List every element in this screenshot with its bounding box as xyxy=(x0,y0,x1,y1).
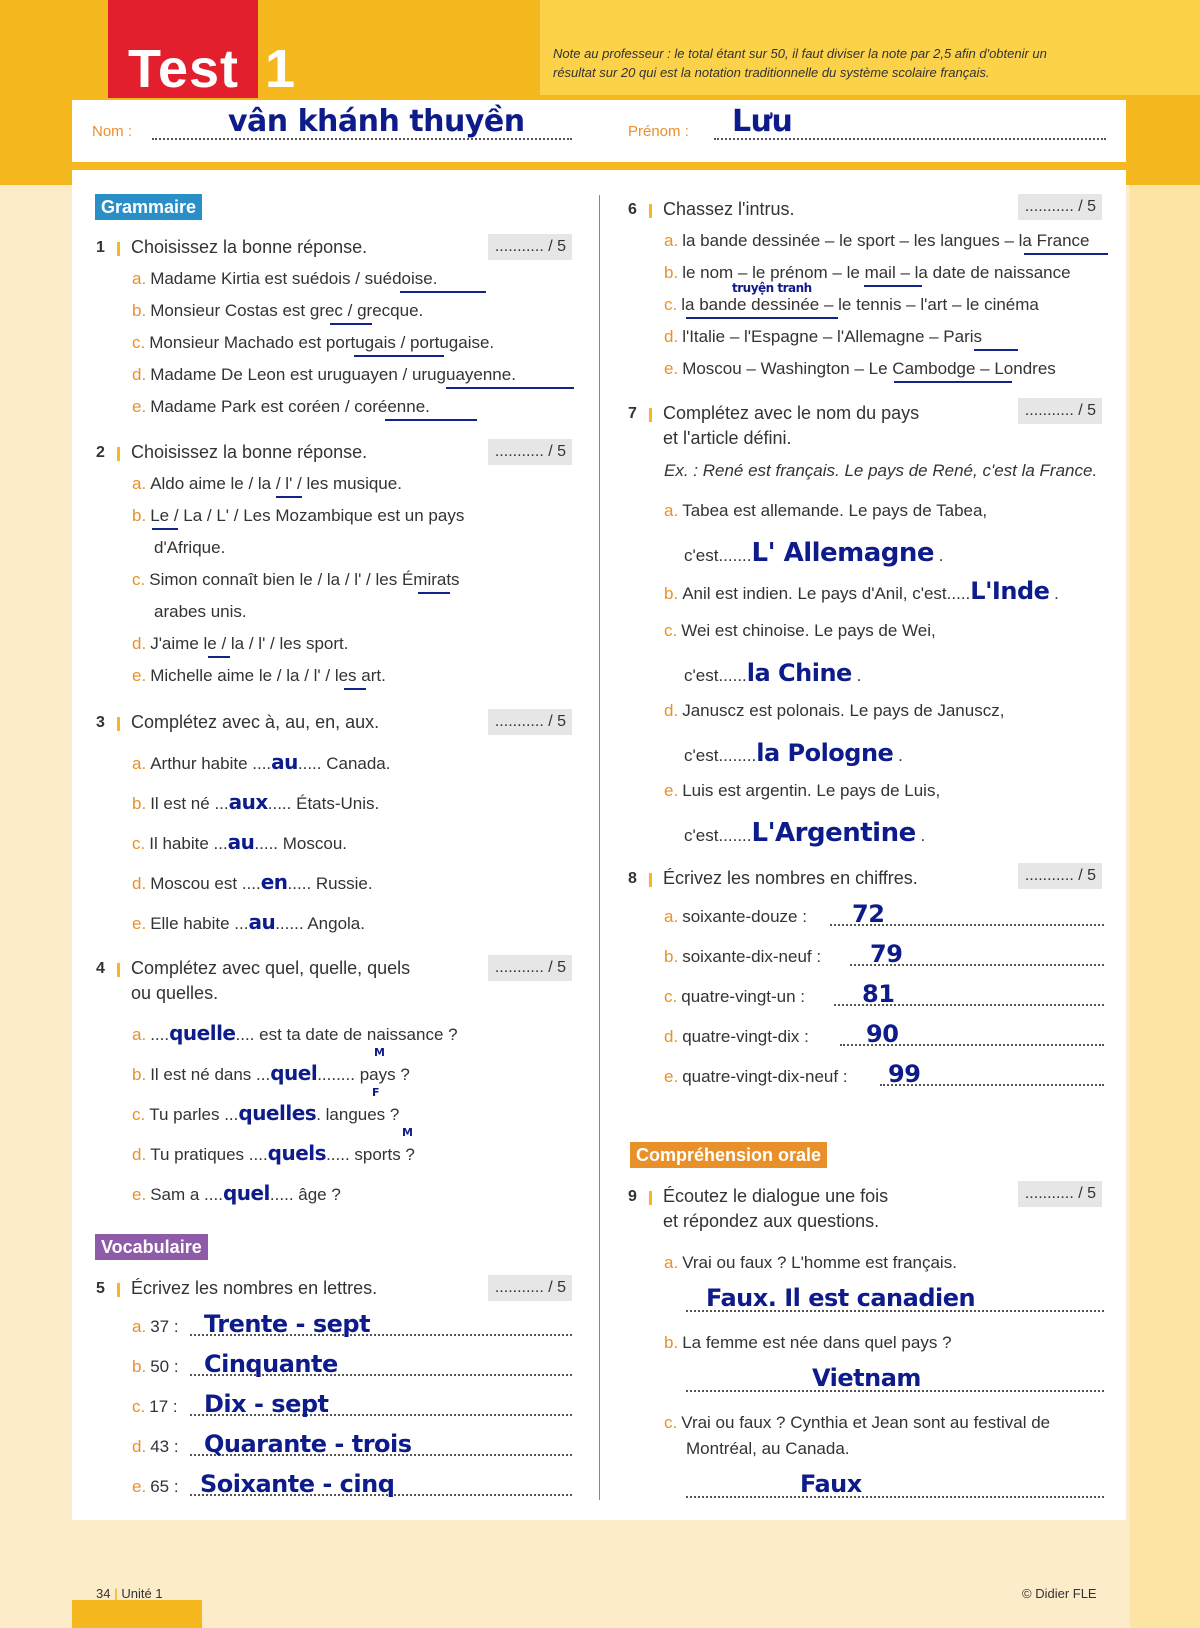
q9-bar xyxy=(649,1191,652,1205)
q7-item-d: d. Januscz est polonais. Le pays de Januscz, xyxy=(664,701,1005,720)
q7-answer-d-line: c'est........la Pologne . xyxy=(684,739,903,767)
q6-item-b: b. le nom – le prénom – le mail – la date de naissance xyxy=(664,263,1071,282)
q4-item-a: a. ....quelle.... est ta date de naissance ? xyxy=(132,1021,458,1045)
q8-item-c: c. quatre-vingt-un : xyxy=(664,987,806,1006)
q3-item-d: d. Moscou est ....en..... Russie. xyxy=(132,870,373,894)
q1-mark-d xyxy=(446,387,574,389)
q8-answer-e: 99 xyxy=(888,1060,921,1088)
q4-score[interactable]: ........... / 5 xyxy=(488,955,572,981)
q8-score[interactable]: ........... / 5 xyxy=(1018,863,1102,889)
q2-item-d: d. J'aime le / la / l' / les sport. xyxy=(132,634,349,653)
q4-prompt: Complétez avec quel, quelle, quels xyxy=(131,958,411,978)
q4-mark-d: M xyxy=(402,1126,413,1139)
footer-copyright: © Didier FLE xyxy=(1022,1586,1097,1601)
q6-item-c: c. la bande dessinée – le tennis – l'art – le cinéma xyxy=(664,295,1039,314)
q3-score[interactable]: ........... / 5 xyxy=(488,709,572,735)
teacher-note: Note au professeur : le total étant sur 50, il faut diviser la note par 2,5 afin d'obtenir un résultat sur 20 qui est la notation traditionnelle du système scolaire français. xyxy=(553,46,1047,80)
q6-item-a: a. la bande dessinée – le sport – les langues – la France xyxy=(664,231,1090,250)
section-comprehension: Compréhension orale xyxy=(630,1142,827,1168)
q6-note-c: truyện tranh xyxy=(732,281,812,295)
q5-bar xyxy=(117,1283,120,1297)
q7-example: Ex. : René est français. Le pays de René, c'est la France. xyxy=(664,461,1098,480)
q8-number: 8 xyxy=(628,870,637,887)
q9-item-c: c. Vrai ou faux ? Cynthia et Jean sont au festival de xyxy=(664,1413,1051,1432)
q2-item-a: a. Aldo aime le / la / l' / les musique. xyxy=(132,474,402,493)
q1-number: 1 xyxy=(96,239,105,256)
q9-score[interactable]: ........... / 5 xyxy=(1018,1181,1102,1207)
q6-mark-a xyxy=(1024,253,1108,255)
q1-mark-c xyxy=(354,355,444,357)
q5-prompt: Écrivez les nombres en lettres. xyxy=(131,1278,378,1298)
q5-score[interactable]: ........... / 5 xyxy=(488,1275,572,1301)
q7-item-c: c. Wei est chinoise. Le pays de Wei, xyxy=(664,621,936,640)
q7-answer-a-line: c'est.......L' Allemagne . xyxy=(684,538,944,568)
q9-answer-b: Vietnam xyxy=(812,1364,921,1392)
q8-item-b: b. soixante-dix-neuf : xyxy=(664,947,822,966)
q2-score[interactable]: ........... / 5 xyxy=(488,439,572,465)
q6-mark-d xyxy=(974,349,1018,351)
q8-item-d: d. quatre-vingt-dix : xyxy=(664,1027,809,1046)
q2-bar xyxy=(117,447,120,461)
q9-item-a: a. Vrai ou faux ? L'homme est français. xyxy=(664,1253,957,1272)
q1-mark-a xyxy=(400,291,486,293)
q5-item-d: d. 43 : xyxy=(132,1437,179,1456)
q4-item-e: e. Sam a ....quel..... âge ? xyxy=(132,1181,341,1205)
q3-number: 3 xyxy=(96,714,105,731)
q1-prompt: Choisissez la bonne réponse. xyxy=(131,237,368,257)
q2-mark-b xyxy=(152,528,178,530)
q1-mark-e xyxy=(385,419,477,421)
q2-item-c-cont: arabes unis. xyxy=(154,602,247,621)
prenom-label: Prénom : xyxy=(628,123,689,140)
q8-item-a: a. soixante-douze : xyxy=(664,907,807,926)
q9-item-b: b. La femme est née dans quel pays ? xyxy=(664,1333,952,1352)
q5-answer-b: Cinquante xyxy=(204,1350,338,1378)
q4-prompt-cont: ou quelles. xyxy=(131,983,219,1003)
q5-answer-e: Soixante - cinq xyxy=(200,1470,395,1498)
q5-answer-c: Dix - sept xyxy=(204,1390,329,1418)
q7-bar xyxy=(649,408,652,422)
q2-item-c: c. Simon connaît bien le / la / l' / les Émirats xyxy=(132,570,460,589)
q7-item-b: b. Anil est indien. Le pays d'Anil, c'est.....L'Inde . xyxy=(664,577,1059,605)
q6-mark-e xyxy=(894,381,1012,383)
q5-item-e: e. 65 : xyxy=(132,1477,179,1496)
q9-answer-c: Faux xyxy=(800,1470,862,1498)
q7-item-a: a. Tabea est allemande. Le pays de Tabea, xyxy=(664,501,988,520)
q4-mark-c: F xyxy=(372,1086,380,1099)
q6-item-d: d. l'Italie – l'Espagne – l'Allemagne – Paris xyxy=(664,327,983,346)
section-vocabulaire: Vocabulaire xyxy=(95,1234,208,1260)
q7-answer-c-line: c'est......la Chine . xyxy=(684,659,862,687)
q6-prompt: Chassez l'intrus. xyxy=(663,199,795,219)
q1-item-a: a. Madame Kirtia est suédois / suédoise. xyxy=(132,269,438,288)
q8-answer-a: 72 xyxy=(852,900,885,928)
q1-item-c: c. Monsieur Machado est portugais / portugaise. xyxy=(132,333,495,352)
q2-mark-d xyxy=(208,656,230,658)
q1-item-e: e. Madame Park est coréen / coréenne. xyxy=(132,397,430,416)
q7-prompt-cont: et l'article défini. xyxy=(663,428,792,448)
q6-item-e: e. Moscou – Washington – Le Cambodge – Londres xyxy=(664,359,1056,378)
q6-mark-c xyxy=(686,317,838,319)
q9-item-c-cont: Montréal, au Canada. xyxy=(686,1439,850,1458)
footer-accent xyxy=(72,1600,202,1628)
q4-bar xyxy=(117,963,120,977)
q3-item-a: a. Arthur habite ....au..... Canada. xyxy=(132,750,391,774)
q2-number: 2 xyxy=(96,444,105,461)
q9-answer-a: Faux. Il est canadien xyxy=(706,1284,976,1312)
page-right-margin xyxy=(1130,185,1200,1628)
q3-item-e: e. Elle habite ...au...... Angola. xyxy=(132,910,365,934)
column-divider xyxy=(599,195,600,1500)
q9-line-c[interactable] xyxy=(686,1496,1104,1498)
q8-bar xyxy=(649,873,652,887)
q2-prompt: Choisissez la bonne réponse. xyxy=(131,442,368,462)
section-grammaire: Grammaire xyxy=(95,194,202,220)
q4-mark-b: M xyxy=(374,1046,385,1059)
q4-number: 4 xyxy=(96,960,105,977)
q2-item-b: b. Le / La / L' / Les Mozambique est un pays xyxy=(132,506,465,525)
q5-answer-d: Quarante - trois xyxy=(204,1430,412,1458)
q6-mark-b xyxy=(864,285,922,287)
footer-page: 34 | Unité 1 xyxy=(96,1586,163,1601)
q7-answer-e-line: c'est.......L'Argentine . xyxy=(684,818,926,848)
q2-mark-a xyxy=(276,496,302,498)
q9-prompt-cont: et répondez aux questions. xyxy=(663,1211,880,1231)
q1-score[interactable]: ........... / 5 xyxy=(488,234,572,260)
q6-bar xyxy=(649,204,652,218)
q1-item-d: d. Madame De Leon est uruguayen / uruguayenne. xyxy=(132,365,516,384)
q6-number: 6 xyxy=(628,201,637,218)
q2-item-b-cont: d'Afrique. xyxy=(154,538,226,557)
q8-answer-c: 81 xyxy=(862,980,895,1008)
q5-item-a: a. 37 : xyxy=(132,1317,179,1336)
page-title: Test 1 xyxy=(128,39,297,99)
q2-mark-e xyxy=(344,688,366,690)
nom-value: vân khánh thuyền xyxy=(228,104,525,139)
q4-item-b: b. Il est né dans ...quel........ pays ? xyxy=(132,1061,410,1085)
q7-item-e: e. Luis est argentin. Le pays de Luis, xyxy=(664,781,941,800)
q9-prompt: Écoutez le dialogue une fois xyxy=(663,1186,889,1206)
q7-prompt: Complétez avec le nom du pays xyxy=(663,403,920,423)
q5-item-c: c. 17 : xyxy=(132,1397,178,1416)
q8-item-e: e. quatre-vingt-dix-neuf : xyxy=(664,1067,848,1086)
q1-bar xyxy=(117,242,120,256)
q6-score[interactable]: ........... / 5 xyxy=(1018,194,1102,220)
q5-answer-a: Trente - sept xyxy=(204,1310,371,1338)
q7-number: 7 xyxy=(628,405,637,422)
q2-mark-c xyxy=(418,592,450,594)
q4-item-d: d. Tu pratiques ....quels..... sports ? xyxy=(132,1141,415,1165)
q1-mark-b xyxy=(330,323,372,325)
q2-item-e: e. Michelle aime le / la / l' / les art. xyxy=(132,666,386,685)
q9-number: 9 xyxy=(628,1188,637,1205)
q5-item-b: b. 50 : xyxy=(132,1357,179,1376)
q7-score[interactable]: ........... / 5 xyxy=(1018,398,1102,424)
nom-label: Nom : xyxy=(92,123,133,140)
q8-prompt: Écrivez les nombres en chiffres. xyxy=(663,868,918,888)
q3-bar xyxy=(117,717,120,731)
q3-item-b: b. Il est né ...aux..... États-Unis. xyxy=(132,790,380,814)
q5-number: 5 xyxy=(96,1280,105,1297)
q3-item-c: c. Il habite ...au..... Moscou. xyxy=(132,830,347,854)
prenom-value: Lưu xyxy=(732,104,793,139)
q4-item-c: c. Tu parles ...quelles. langues ? xyxy=(132,1101,400,1125)
q3-prompt: Complétez avec à, au, en, aux. xyxy=(131,712,380,732)
q8-answer-b: 79 xyxy=(870,940,903,968)
q8-answer-d: 90 xyxy=(866,1020,899,1048)
q1-item-b: b. Monsieur Costas est grec / grecque. xyxy=(132,301,424,320)
